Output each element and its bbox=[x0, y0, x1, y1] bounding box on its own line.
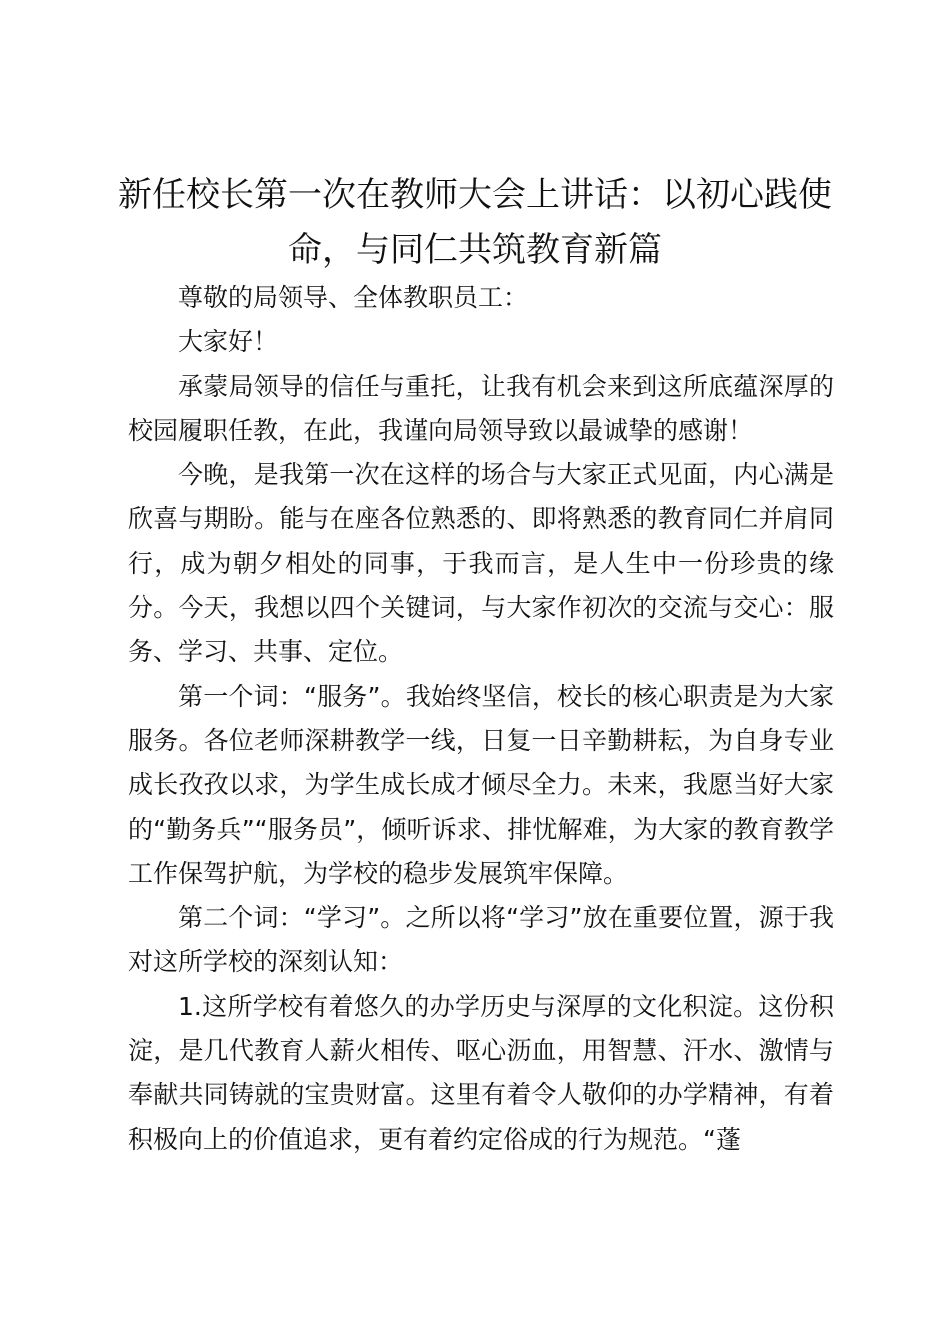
service-paragraph: 第一个词：“服务”。我始终坚信，校长的核心职责是为大家服务。各位老师深耕教学一线，日复一日辛勤耕耘，为自身专业成长孜孜以求，为学生成长成才倾尽全力。未来，我愿当好大家的“勤务兵”“服务员”，倾听诉求、排忧解难，为大家的教育教学工作保驾护航，为学校的稳步发展筑牢保障。 bbox=[128, 681, 834, 888]
greeting-paragraph: 大家好！ bbox=[178, 327, 279, 357]
thanks-paragraph: 承蒙局领导的信任与重托，让我有机会来到这所底蕴深厚的校园履职任教，在此，我谨向局领导致以最诚挚的感谢！ bbox=[128, 371, 834, 445]
document-body bbox=[128, 276, 834, 1162]
introduction-paragraph: 今晚，是我第一次在这样的场合与大家正式见面，内心满是欣喜与期盼。能与在座各位熟悉的、即将熟悉的教育同仁并肩同行，成为朝夕相处的同事，于我而言，是人生中一份珍贵的缘分。今天，我想以四个关键词，与大家作初次的交流与交心：服务、学习、共事、定位。 bbox=[128, 460, 834, 667]
salutation-paragraph: 尊敬的局领导、全体教职员工： bbox=[178, 283, 529, 312]
history-paragraph: 1.这所学校有着悠久的办学历史与深厚的文化积淀。这份积淀，是几代教育人薪火相传、呕心沥血，用智慧、汗水、激情与奉献共同铸就的宝贵财富。这里有着令人敬仰的办学精神，有着积极向上的价值追求，更有着约定俗成的行为规范。“蓬 bbox=[128, 991, 834, 1154]
learning-paragraph: 第二个词：“学习”。之所以将“学习”放在重要位置，源于我对这所学校的深刻认知： bbox=[128, 903, 834, 977]
document-title: 新任校长第一次在教师大会上讲话：以初心践使命，与同仁共筑教育新篇 bbox=[118, 175, 832, 270]
